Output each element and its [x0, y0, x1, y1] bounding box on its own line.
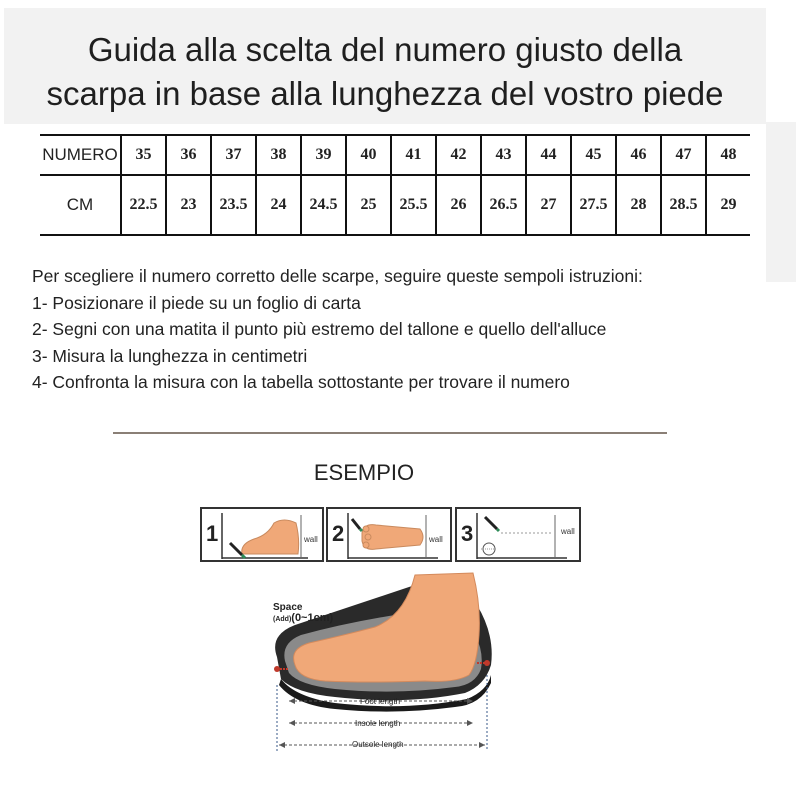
cm-cell: 25.5 [391, 175, 436, 235]
size-row [40, 135, 750, 175]
size-cell: 46 [616, 135, 661, 175]
step-number: 1 [206, 521, 219, 546]
size-cell: 44 [526, 135, 571, 175]
instruction-step: 2- Segni con una matita il punto più estremo del tallone e quello dell'alluce [32, 319, 607, 339]
size-cell: 41 [391, 135, 436, 175]
space-label [273, 602, 333, 625]
cm-cell: 24.5 [301, 175, 346, 235]
cm-cell: 23 [166, 175, 211, 235]
title-line-1: Guida alla scelta del numero giusto della [87, 31, 683, 68]
wall-label: wall [304, 535, 318, 544]
cm-cell: 26.5 [481, 175, 526, 235]
size-cell: 43 [481, 135, 526, 175]
size-cell: 38 [256, 135, 301, 175]
size-cell: 37 [211, 135, 256, 175]
side-background [766, 122, 796, 282]
size-cell: 36 [166, 135, 211, 175]
step-panel-2 [326, 507, 452, 562]
size-cell: 42 [436, 135, 481, 175]
row-label-size: NUMERO [40, 135, 121, 175]
step-panel-1 [200, 507, 324, 562]
step-panel-3 [455, 507, 581, 562]
instruction-step: 4- Confronta la misura con la tabella sottostante per trovare il numero [32, 372, 570, 392]
space-range: (0~1cm) [291, 612, 334, 624]
size-cell: 35 [121, 135, 166, 175]
size-cell: 45 [571, 135, 616, 175]
size-cell: 48 [706, 135, 750, 175]
cm-cell: 27 [526, 175, 571, 235]
row-label-cm: CM [40, 175, 121, 235]
size-cell: 47 [661, 135, 706, 175]
wall-label: wall [429, 535, 443, 544]
step-number: 3 [461, 521, 474, 546]
cm-cell: 29 [706, 175, 750, 235]
foot-length-label: Foot length [360, 697, 401, 706]
wall-label: wall [561, 527, 575, 536]
cm-cell: 28 [616, 175, 661, 235]
instructions [32, 263, 772, 396]
cm-cell: 25 [346, 175, 391, 235]
instruction-step: 3- Misura la lunghezza in centimetri [32, 345, 308, 366]
size-cell: 40 [346, 135, 391, 175]
cm-cell: 27.5 [571, 175, 616, 235]
size-cell: 39 [301, 135, 346, 175]
instructions-intro: Per scegliere il numero corretto delle scarpe, seguire queste sempoli istruzioni: [32, 266, 643, 286]
cm-cell: 26 [436, 175, 481, 235]
cm-cell: 28.5 [661, 175, 706, 235]
outsole-length-label: Outsole length [352, 740, 404, 749]
step-number: 2 [332, 521, 345, 546]
cm-cell: 24 [256, 175, 301, 235]
measure-icon [457, 509, 583, 564]
page-title [8, 28, 762, 116]
cm-cell: 23.5 [211, 175, 256, 235]
instruction-step: 1- Posizionare il piede su un foglio di carta [32, 292, 361, 313]
cm-cell: 22.5 [121, 175, 166, 235]
divider [113, 432, 667, 434]
size-chart-table [40, 134, 750, 236]
space-title: Space [273, 602, 303, 613]
insole-length-label: Insole length [355, 719, 401, 728]
example-title: ESEMPIO [313, 460, 415, 485]
cm-row [40, 175, 750, 235]
space-add: (Add) [273, 616, 292, 623]
title-line-2: scarpa in base alla lunghezza del vostro piede [46, 75, 724, 112]
